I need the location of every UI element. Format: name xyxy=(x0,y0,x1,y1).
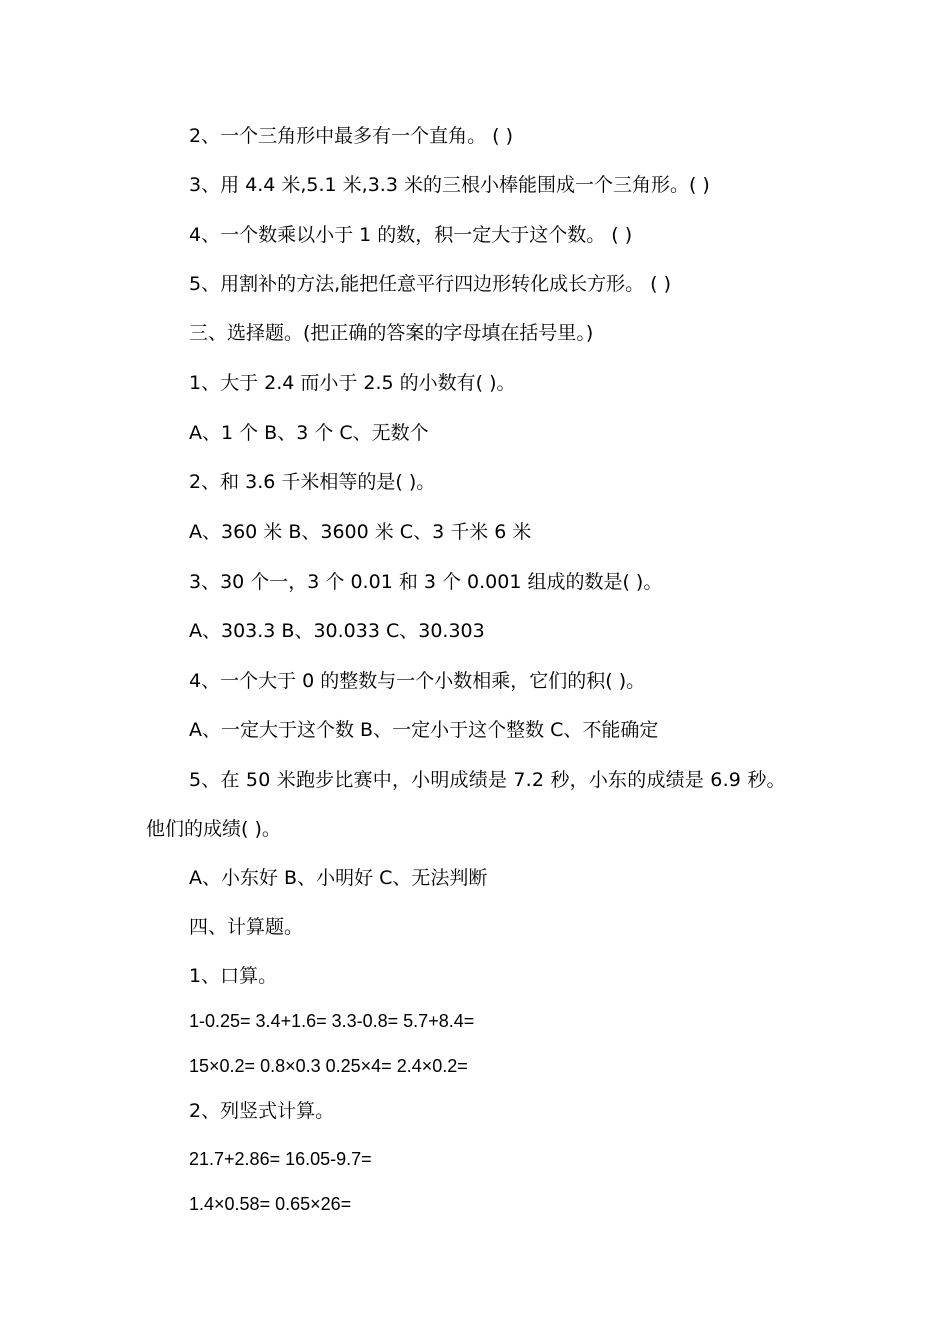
judgement-item-3: 3、用 4.4 米,5.1 米,3.3 米的三根小棒能围成一个三角形。( ) xyxy=(189,174,710,196)
choice-options-5: A、小东好 B、小明好 C、无法判断 xyxy=(189,867,488,889)
mental-math-row-1: 1-0.25= 3.4+1.6= 3.3-0.8= 5.7+8.4= xyxy=(189,1011,475,1031)
vertical-calc-row-1: 21.7+2.86= 16.05-9.7= xyxy=(189,1149,372,1169)
judgement-item-4: 4、一个数乘以小于 1 的数，积一定大于这个数。 ( ) xyxy=(189,224,633,246)
choice-options-3: A、303.3 B、30.033 C、30.303 xyxy=(189,620,485,642)
choice-options-4: A、一定大于这个数 B、一定小于这个整数 C、不能确定 xyxy=(189,719,659,741)
calc-subheading-mental: 1、口算。 xyxy=(189,965,278,987)
mental-math-row-2: 15×0.2= 0.8×0.3 0.25×4= 2.4×0.2= xyxy=(189,1056,468,1076)
choice-options-1: A、1 个 B、3 个 C、无数个 xyxy=(189,422,429,444)
judgement-item-2: 2、一个三角形中最多有一个直角。 ( ) xyxy=(189,125,513,147)
judgement-item-5: 5、用割补的方法,能把任意平行四边形转化成长方形。 ( ) xyxy=(189,273,672,295)
choice-question-5-line1: 5、在 50 米跑步比赛中，小明成绩是 7.2 秒，小东的成绩是 6.9 秒。 xyxy=(189,769,786,791)
choice-question-3: 3、30 个一，3 个 0.01 和 3 个 0.001 组成的数是( )。 xyxy=(189,571,663,593)
calc-subheading-vertical: 2、列竖式计算。 xyxy=(189,1100,335,1122)
section-heading-calculation: 四、计算题。 xyxy=(189,916,304,938)
section-heading-choice: 三、选择题。(把正确的答案的字母填在括号里。) xyxy=(189,322,594,344)
vertical-calc-row-2: 1.4×0.58= 0.65×26= xyxy=(189,1194,352,1214)
choice-question-1: 1、大于 2.4 而小于 2.5 的小数有( )。 xyxy=(189,372,516,394)
choice-options-2: A、360 米 B、3600 米 C、3 千米 6 米 xyxy=(189,521,532,543)
choice-question-2: 2、和 3.6 千米相等的是( )。 xyxy=(189,471,436,493)
choice-question-4: 4、一个大于 0 的整数与一个小数相乘，它们的积( )。 xyxy=(189,670,646,692)
choice-question-5-line2: 他们的成绩( )。 xyxy=(146,818,281,840)
